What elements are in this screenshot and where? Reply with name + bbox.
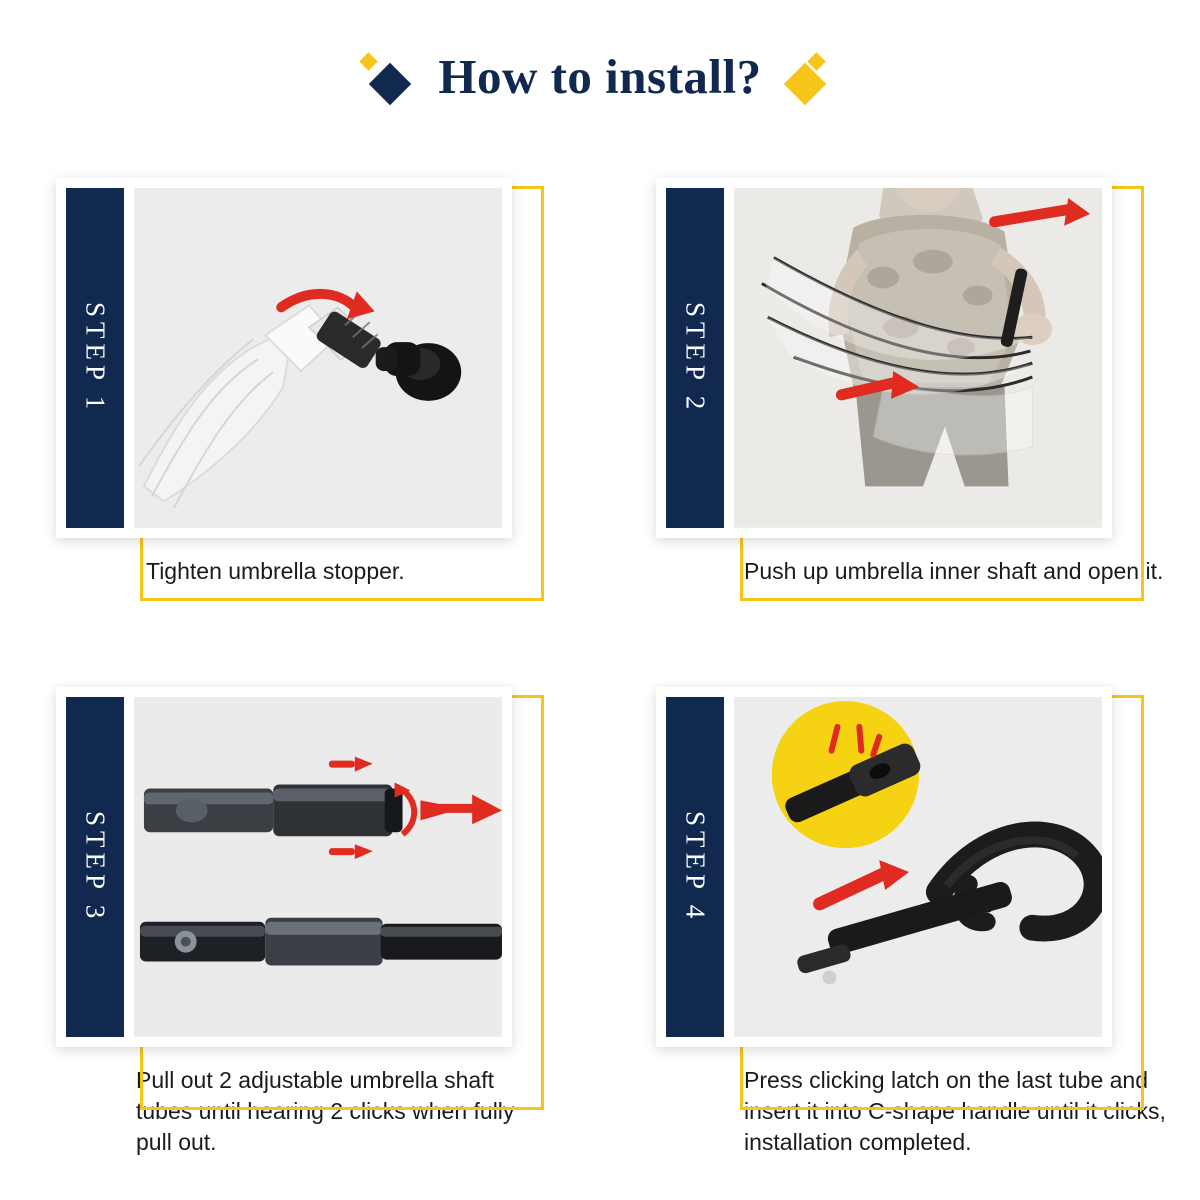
step-card-3 xyxy=(0,649,600,1158)
steps-row-1 xyxy=(0,140,1200,587)
step-1-caption: Tighten umbrella stopper. xyxy=(146,558,405,584)
adjustable-shaft-tubes-illustration xyxy=(134,697,502,1035)
yellow-diamond-group xyxy=(788,55,832,99)
c-shape-handle-illustration xyxy=(734,697,1102,1035)
step-4-caption: Press clicking latch on the last tube and insert it into C-shape handle until it clicks, installation completed. xyxy=(744,1067,1166,1156)
step-2-label: STEP 2 xyxy=(680,301,711,415)
step-1-tab xyxy=(66,188,124,528)
step-4-card xyxy=(656,687,1112,1047)
step-3-label: STEP 3 xyxy=(80,810,111,924)
step-2-photo xyxy=(734,188,1102,528)
yellow-mini-diamond-icon xyxy=(360,52,378,70)
yellow-diamond-icon xyxy=(783,62,825,104)
step-card-4 xyxy=(600,649,1200,1158)
step-card-1 xyxy=(0,140,600,587)
steps-row-2 xyxy=(0,649,1200,1158)
step-2-card xyxy=(656,178,1112,538)
step-3-photo xyxy=(134,697,502,1037)
navy-diamond-icon xyxy=(369,62,411,104)
step-3-tab xyxy=(66,697,124,1037)
step-4-photo xyxy=(734,697,1102,1037)
step-4-tab xyxy=(666,697,724,1037)
step-1-card xyxy=(56,178,512,538)
page-title: How to install? xyxy=(438,49,762,104)
step-3-card xyxy=(56,687,512,1047)
step-1-photo xyxy=(134,188,502,528)
step-3-caption: Pull out 2 adjustable umbrella shaft tubes until hearing 2 clicks when fully pull out. xyxy=(136,1067,515,1156)
steps-grid xyxy=(0,140,1200,1158)
page-title-row xyxy=(0,48,1200,105)
step-2-tab xyxy=(666,188,724,528)
push-up-inner-shaft-illustration xyxy=(734,188,1102,526)
umbrella-stopper-illustration xyxy=(134,188,502,526)
navy-diamond-group xyxy=(368,55,412,99)
step-4-label: STEP 4 xyxy=(680,810,711,924)
step-card-2 xyxy=(600,140,1200,587)
step-2-caption: Push up umbrella inner shaft and open it. xyxy=(744,558,1164,584)
step-1-label: STEP 1 xyxy=(80,301,111,415)
